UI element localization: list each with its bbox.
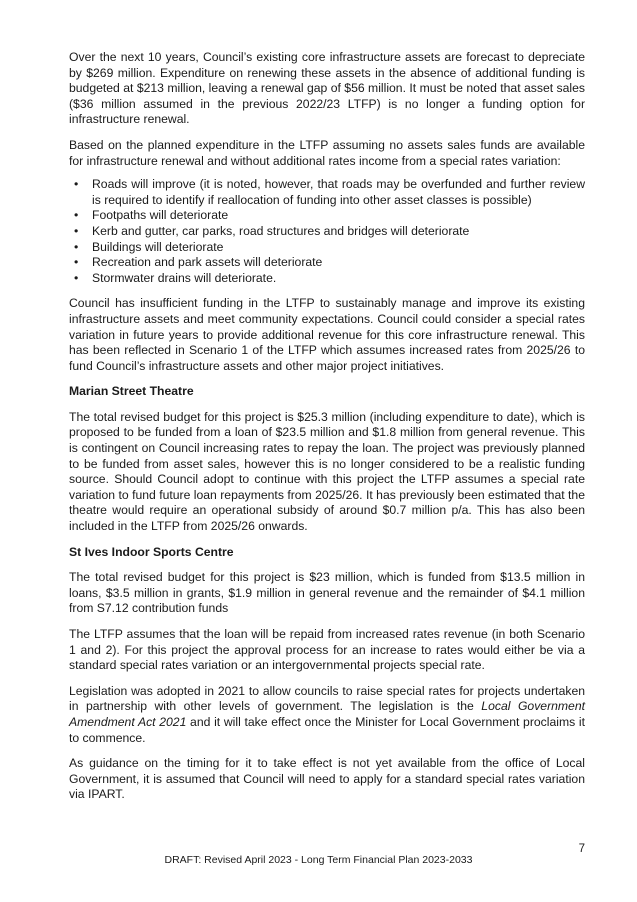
heading-st-ives-sports-centre: St Ives Indoor Sports Centre [69, 544, 234, 559]
list-item [69, 255, 585, 271]
paragraph-planned-expenditure: Based on the planned expenditure in the LTFP assuming no assets sales funds are available for infrastructure renewal and without additional rates income from a special rates variation: [69, 137, 585, 168]
bullet-icon: • [74, 177, 79, 192]
list-item-text: Kerb and gutter, car parks, road structures and bridges will deteriorate [92, 223, 470, 238]
paragraph-marian-budget: The total revised budget for this project is $25.3 million (including expenditure to date), which is proposed to be funded from a loan of $23.5 million and $1.8 million from general revenue. This is contingent on Council increasing rates to repay the loan. The project was previously planned to be funded from asset sales, however this is no longer considered to be a realistic funding source. Should Council adopt to continue with this project the LTFP assumes a special rate variation to fund future loan repayments from 2025/26. It has previously been estimated that the theatre would require an operational subsidy of around $0.7 million p/a. This has also been included in the LTFP from 2025/26 onwards. [69, 409, 585, 534]
page-footer: DRAFT: Revised April 2023 - Long Term Financial Plan 2023-2033 [164, 854, 473, 866]
list-item-text: Footpaths will deteriorate [92, 208, 229, 223]
legislation-text-end: and it will take effect once the Minister for Local Government proclaims it to commence. [69, 714, 585, 745]
bullet-icon: • [74, 208, 79, 223]
list-item-text: Recreation and park assets will deteriorate [92, 255, 323, 270]
list-item-text: Stormwater drains will deteriorate. [92, 270, 277, 285]
page-number: 7 [578, 843, 585, 855]
list-item [69, 208, 585, 224]
paragraph-insufficient-funding: Council has insufficient funding in the LTFP to sustainably manage and improve its existing infrastructure assets and meet community expectations. Council could consider a special rates variation in future years to provide additional revenue for this core infrastructure renewal. This has been reflected in Scenario 1 of the LTFP which assumes increased rates from 2025/26 to fund Council’s infrastructure assets and other major project initiatives. [69, 296, 585, 373]
list-item [69, 240, 585, 256]
heading-marian-street-theatre: Marian Street Theatre [69, 384, 194, 399]
page-content [69, 50, 585, 813]
bullet-icon: • [74, 270, 79, 285]
legislation-text-start: Legislation was adopted in 2021 to allow councils to raise special rates for projects undertaken in partnership with other levels of government. The legislation is the [69, 683, 585, 714]
list-item [69, 271, 585, 287]
list-item [69, 177, 585, 208]
asset-outcome-list [69, 177, 585, 286]
list-item-text: Buildings will deteriorate [92, 239, 224, 254]
paragraph-loan-repayment: The LTFP assumes that the loan will be repaid from increased rates revenue (in both Scenario 1 and 2). For this project the approval process for an increase to rates would either be via a standard special rates variation or an intergovernmental projects special rate. [69, 627, 585, 673]
paragraph-depreciation: Over the next 10 years, Council’s existing core infrastructure assets are forecast to depreciate by $269 million. Expenditure on renewing these assets in the absence of additional funding is budgeted at $213 million, leaving a renewal gap of $56 million. It must be noted that asset sales ($36 million assumed in the previous 2022/23 LTFP) is no longer a funding option for infrastructure renewal. [69, 50, 585, 127]
bullet-icon: • [74, 255, 79, 270]
bullet-icon: • [74, 239, 79, 254]
legislation-act-title: Local Government Amendment Act 2021 [69, 699, 586, 729]
paragraph-legislation [69, 684, 585, 746]
bullet-icon: • [74, 223, 79, 238]
paragraph-st-ives-budget: The total revised budget for this project is $23 million, which is funded from $13.5 million in loans, $3.5 million in grants, $1.9 million in general revenue and the remainder of $4.1 million from S7.12 contribution funds [69, 570, 585, 616]
paragraph-guidance: As guidance on the timing for it to take effect is not yet available from the office of Local Government, it is assumed that Council will need to apply for a standard special rates variation via IPART. [69, 756, 585, 802]
list-item [69, 224, 585, 240]
list-item-text: Roads will improve (it is noted, however, that roads may be overfunded and further review is required to identify if reallocation of funding into other asset classes is possible) [92, 177, 585, 207]
